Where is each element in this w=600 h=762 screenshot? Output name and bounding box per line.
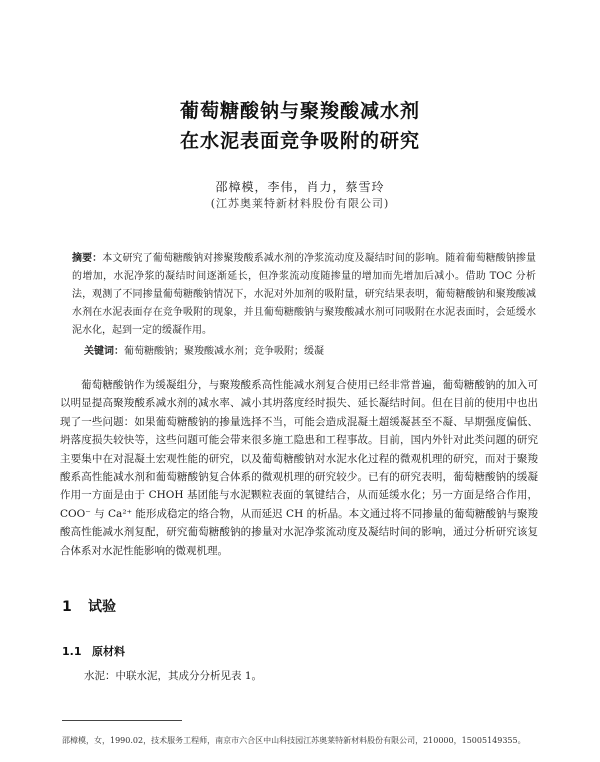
section-title: 试验 bbox=[88, 599, 116, 615]
abstract-text: 本文研究了葡萄糖酸钠对掺聚羧酸系减水剂的净浆流动度及凝结时间的影响。随着葡萄糖酸钠掺量的增加，水泥净浆的凝结时间逐渐延长，但净浆流动度随掺量的增加而先增加后减小。借助 TOC 分析法，观测了不同掺量葡萄糖酸钠情况下，水泥对外加剂的吸附量，研究结果表明，葡萄糖酸钠和聚羧酸减水剂在水泥表面存在竞争吸附的现象，并且葡萄糖酸钠与聚羧酸减水剂可同吸附在水泥表面时，会延缓水泥水化，起到一定的缓凝作用。 bbox=[72, 253, 537, 336]
paper-title-line-2: 在水泥表面竞争吸附的研究 bbox=[179, 130, 420, 152]
keywords-label: 关键词： bbox=[84, 346, 124, 357]
affiliation: (江苏奥莱特新材料股份有限公司) bbox=[210, 197, 390, 210]
introduction-paragraph: 葡萄糖酸钠作为缓凝组分，与聚羧酸系高性能减水剂复合使用已经非常普遍，葡萄糖酸钠的加入可以明显提高聚羧酸系减水剂的减水率、减小其坍落度经时损失、延长凝结时间。但在目前的使用中也出现了一些问题：如果葡萄糖酸钠的掺量选择不当，可能会造成混凝土超缓凝甚至不凝、早期强度偏低、坍落度损失较快等，这些问题可能会带来很多施工隐患和工程事故。目前，国内外针对此类问题的研究主要集中在对混凝土宏观性能的研究，以及葡萄糖酸钠对水泥水化过程的微观机理的研究，而对于聚羧酸系高性能减水剂和葡萄糖酸钠复合体系的微观机理的研究较少。已有的研究表明，葡萄糖酸钠的缓凝作用一方面是由于 CHOH 基团能与水泥颗粒表面的氧键结合，从而延缓水化；另一方面是络合作用，COO⁻ 与 Ca²⁺ 能形成稳定的络合物，从而延迟 CH 的析晶。本文通过将不同掺量的葡萄糖酸钠与聚羧酸高性能减水剂复配，研究葡萄糖酸钠的掺量对水泥净浆流动度及凝结时间的影响，通过分析研究该复合体系对水泥性能影响的微观机理。 bbox=[60, 379, 538, 557]
paper-title-line-1: 葡萄糖酸钠与聚羧酸减水剂 bbox=[179, 100, 420, 122]
footnote-divider bbox=[62, 720, 182, 721]
subsection-heading bbox=[62, 643, 125, 659]
author-footnote: 邵樟模，女，1990.02，技术服务工程师，南京市六合区中山科技园江苏奥莱特新材料股份有限公司，210000，15005149355。 bbox=[62, 736, 526, 745]
materials-paragraph: 水泥：中联水泥，其成分分析见表 1。 bbox=[84, 670, 263, 682]
keywords bbox=[84, 342, 536, 357]
author-list: 邵樟模，李伟，肖力，蔡雪玲 bbox=[215, 180, 385, 194]
subsection-number: 1.1 bbox=[62, 645, 82, 658]
keywords-text: 葡萄糖酸钠；聚羧酸减水剂；竞争吸附；缓凝 bbox=[124, 346, 324, 357]
section-heading bbox=[62, 596, 116, 616]
section-number: 1 bbox=[62, 599, 72, 615]
subsection-title: 原材料 bbox=[92, 645, 125, 658]
abstract-label: 摘要： bbox=[72, 253, 103, 264]
abstract bbox=[72, 250, 536, 340]
